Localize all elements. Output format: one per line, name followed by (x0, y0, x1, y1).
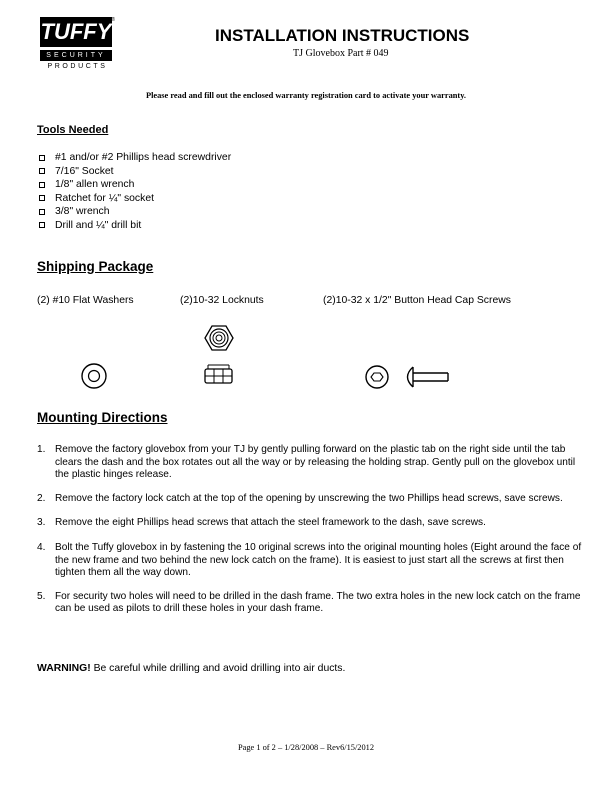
parts-illustration (0, 318, 612, 398)
tool-item (37, 219, 231, 233)
step-number: 4. (37, 541, 46, 553)
tool-item (37, 205, 231, 219)
tool-item (37, 178, 231, 192)
tool-item-label: 1/8" allen wrench (55, 179, 135, 190)
button-head-screw-side-icon (408, 367, 449, 387)
locknut-top-icon (205, 326, 233, 350)
step-item (37, 444, 582, 482)
flat-washers-label: (2) #10 Flat Washers (37, 295, 134, 306)
warning-note (37, 663, 345, 674)
checkbox-bullet-icon (39, 155, 45, 161)
step-text: Remove the factory lock catch at the top of the opening by unscrewing the two Phillips head screws, save screws. (55, 492, 563, 504)
button-head-screw-top-icon (366, 366, 388, 388)
checkbox-bullet-icon (39, 168, 45, 174)
checkbox-bullet-icon (39, 182, 45, 188)
step-item (37, 493, 582, 506)
cap-screws-label: (2)10-32 x 1/2" Button Head Cap Screws (323, 295, 511, 306)
checkbox-bullet-icon (39, 195, 45, 201)
warning-label: WARNING! (37, 663, 91, 674)
tool-item-label: Ratchet for ¼" socket (55, 192, 154, 204)
logo-products-line: PRODUCTS (47, 63, 108, 70)
tool-item-label: #1 and/or #2 Phillips head screwdriver (55, 152, 232, 163)
tool-item (37, 192, 231, 206)
step-item (37, 542, 582, 580)
step-item (37, 591, 582, 616)
tools-list (37, 151, 231, 232)
checkbox-bullet-icon (39, 209, 45, 215)
tool-item-label: 7/16" Socket (55, 165, 114, 177)
page-footer: Page 1 of 2 – 1/28/2008 – Rev6/15/2012 (237, 743, 375, 752)
step-text: For security two holes will need to be drilled in the dash frame. The two extra holes in the new lock catch on the frame can be used as pilots to drill these holes in your dash frame. (55, 590, 581, 615)
tools-heading: Tools Needed (37, 124, 109, 136)
logo-security-line: SECURITY (40, 50, 112, 61)
step-number: 1. (37, 444, 46, 455)
tuffy-logo (40, 17, 115, 77)
shipping-heading: Shipping Package (37, 259, 154, 274)
tool-item (37, 165, 231, 179)
locknut-side-icon (205, 365, 232, 383)
mounting-steps-list (37, 444, 582, 616)
step-text: Remove the eight Phillips head screws that attach the steel framework to the dash, save screws. (55, 517, 486, 529)
tool-item (37, 151, 231, 165)
mounting-heading: Mounting Directions (37, 410, 168, 425)
locknuts-label: (2)10-32 Locknuts (180, 295, 264, 306)
page-title: INSTALLATION INSTRUCTIONS (215, 26, 470, 45)
logo-brand: TUFFY (40, 17, 112, 47)
step-text: Remove the factory glovebox from your TJ by gently pulling forward on the plastic tab on the right side until the tab clears the dash and the box rotates out all the way or by releasing the holding strap. Gently pull on the glovebox until the plastic hinges release. (55, 444, 576, 481)
flat-washer-icon (82, 364, 106, 388)
logo-registered-mark: ® (111, 17, 115, 23)
step-item (37, 517, 582, 530)
tool-item-label: Drill and ¼" drill bit (55, 219, 142, 231)
page-subtitle: TJ Glovebox Part # 049 (293, 48, 389, 59)
warning-text: Be careful while drilling and avoid drilling into air ducts. (90, 663, 346, 674)
step-number: 3. (37, 517, 46, 529)
step-number: 2. (37, 492, 46, 504)
step-text: Bolt the Tuffy glovebox in by fastening the 10 original screws into the original mounting holes (Eight around the face of the new frame and two behind the new lock catch on the frame). It is easiest to just start all the screws at first then tighten them all the way down. (55, 541, 582, 579)
tool-item-label: 3/8" wrench (55, 206, 110, 217)
warranty-note: Please read and fill out the enclosed warranty registration card to activate your warranty. (145, 91, 467, 100)
checkbox-bullet-icon (39, 222, 45, 228)
step-number: 5. (37, 590, 46, 602)
